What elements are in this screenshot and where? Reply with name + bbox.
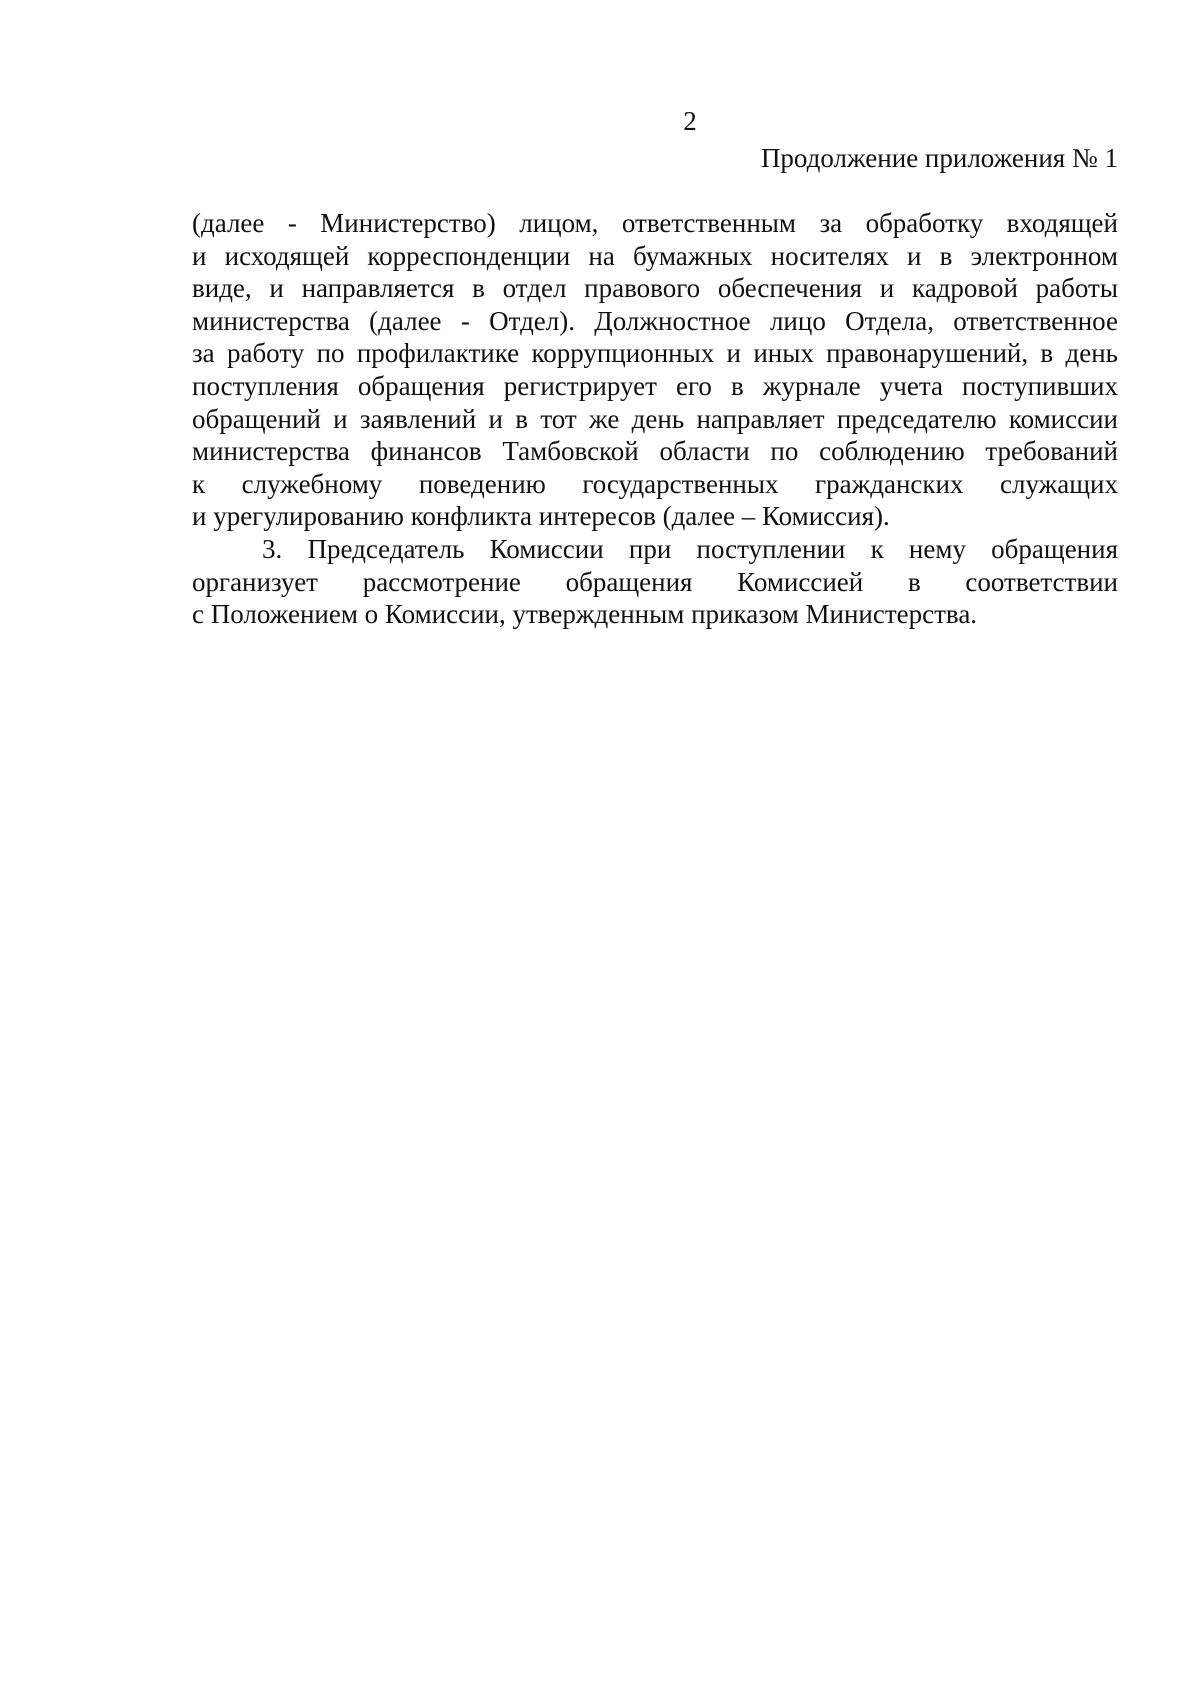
text-line: к служебному поведению государственных гражданских служащих: [192, 468, 1118, 499]
document-body: [192, 207, 1118, 631]
text-line: виде, и направляется в отдел правового обеспечения и кадровой работы: [192, 273, 1118, 304]
text-line: организует рассмотрение обращения Комиссией в соответствии: [192, 566, 1118, 597]
text-line: обращений и заявлений и в тот же день направляет председателю комиссии: [192, 403, 1118, 434]
text-line: и урегулированию конфликта интересов (далее – Комиссия).: [192, 501, 890, 532]
text-line: 3. Председатель Комиссии при поступлении к нему обращения: [262, 533, 1118, 564]
text-line: и исходящей корреспонденции на бумажных носителях и в электронном: [192, 240, 1118, 271]
appendix-continuation-label: Продолжение приложения № 1: [760, 143, 1118, 173]
text-line: министерства финансов Тамбовской области по соблюдению требований: [192, 436, 1118, 467]
paragraph-2: [192, 533, 1118, 631]
page-number: 2: [683, 106, 697, 136]
text-line: за работу по профилактике коррупционных и иных правонарушений, в день: [192, 338, 1118, 369]
paragraph-1: [192, 207, 1118, 533]
text-line: министерства (далее - Отдел). Должностное лицо Отдела, ответственное: [192, 305, 1118, 336]
text-line: с Положением о Комиссии, утвержденным приказом Министерства.: [192, 599, 978, 630]
text-line: поступления обращения регистрирует его в журнале учета поступивших: [192, 370, 1118, 401]
text-line: (далее - Министерство) лицом, ответственным за обработку входящей: [192, 208, 1118, 238]
